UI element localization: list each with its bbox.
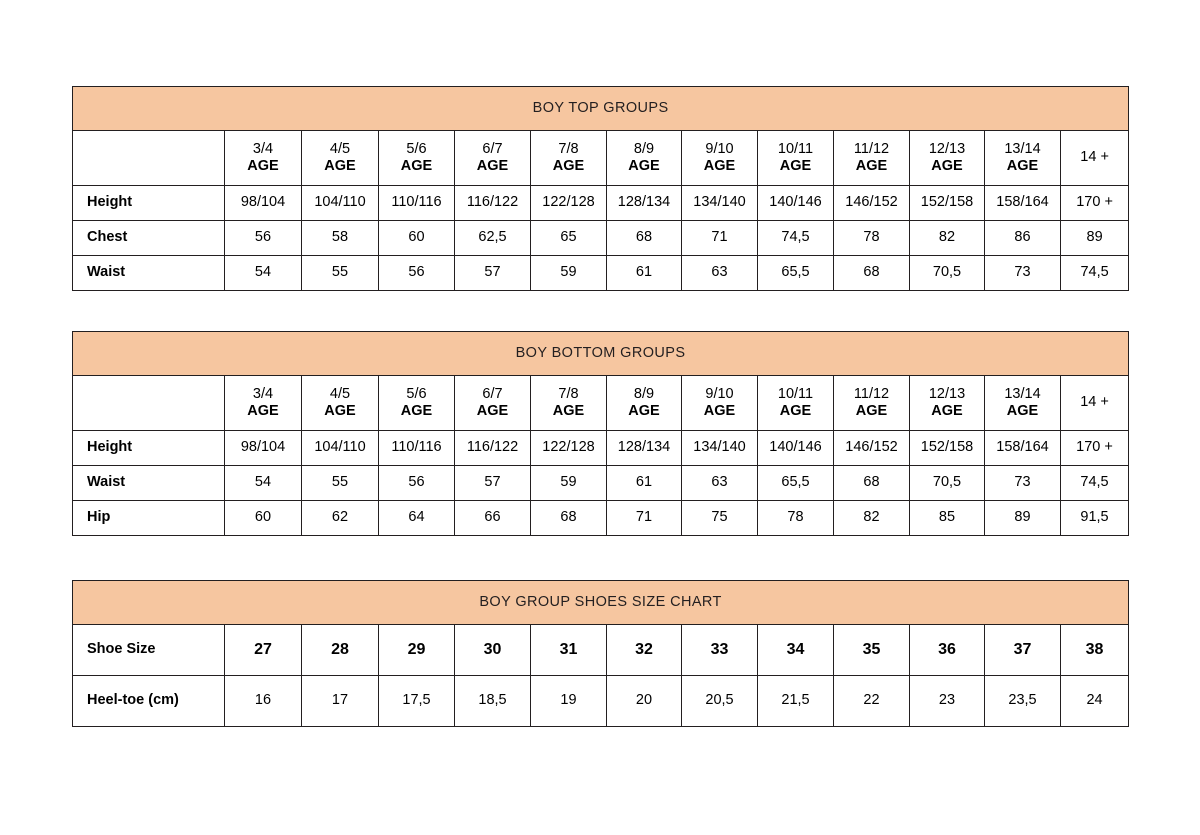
header-corner-cell xyxy=(73,131,225,186)
table-row xyxy=(73,431,1129,466)
column-header-sub: AGE xyxy=(779,158,812,174)
cell: 20,5 xyxy=(682,676,758,727)
cell: 55 xyxy=(302,466,379,501)
cell: 122/128 xyxy=(531,186,607,221)
cell: 65,5 xyxy=(758,466,834,501)
column-header-label: 13/14 xyxy=(1004,140,1041,157)
column-header xyxy=(455,131,531,186)
cell: 158/164 xyxy=(985,186,1061,221)
cell: 17,5 xyxy=(379,676,455,727)
cell: 57 xyxy=(455,256,531,291)
cell: 63 xyxy=(682,466,758,501)
column-header xyxy=(834,376,910,431)
cell: 54 xyxy=(225,466,302,501)
table-spacer xyxy=(72,291,1128,331)
cell: 65 xyxy=(531,221,607,256)
column-header-label: 10/11 xyxy=(777,140,814,157)
cell: 57 xyxy=(455,466,531,501)
column-header-label: 8/9 xyxy=(633,385,655,402)
cell: 33 xyxy=(682,625,758,676)
cell: 98/104 xyxy=(225,186,302,221)
row-label: Shoe Size xyxy=(73,625,225,676)
cell: 134/140 xyxy=(682,186,758,221)
cell: 146/152 xyxy=(834,186,910,221)
row-label: Heel-toe (cm) xyxy=(73,676,225,727)
column-header xyxy=(379,131,455,186)
column-header-sub: AGE xyxy=(779,403,812,419)
column-header-label: 7/8 xyxy=(558,385,579,402)
column-header xyxy=(607,376,682,431)
column-header xyxy=(225,376,302,431)
column-header-label: 7/8 xyxy=(558,140,579,157)
cell: 146/152 xyxy=(834,431,910,466)
row-label: Waist xyxy=(73,256,225,291)
cell: 56 xyxy=(379,466,455,501)
cell: 68 xyxy=(834,256,910,291)
cell: 85 xyxy=(910,501,985,536)
row-label: Height xyxy=(73,186,225,221)
cell: 60 xyxy=(225,501,302,536)
cell: 31 xyxy=(531,625,607,676)
cell: 35 xyxy=(834,625,910,676)
row-label: Chest xyxy=(73,221,225,256)
cell: 60 xyxy=(379,221,455,256)
column-header xyxy=(834,131,910,186)
cell: 58 xyxy=(302,221,379,256)
table-row xyxy=(73,501,1129,536)
cell: 122/128 xyxy=(531,431,607,466)
cell: 116/122 xyxy=(455,431,531,466)
column-header xyxy=(607,131,682,186)
table-row xyxy=(73,186,1129,221)
cell: 70,5 xyxy=(910,256,985,291)
column-header-sub: AGE xyxy=(855,158,888,174)
column-header-label: 3/4 xyxy=(252,385,274,402)
cell: 29 xyxy=(379,625,455,676)
cell: 64 xyxy=(379,501,455,536)
cell: 56 xyxy=(379,256,455,291)
column-header-label: 6/7 xyxy=(482,385,503,402)
cell: 68 xyxy=(834,466,910,501)
cell: 61 xyxy=(607,256,682,291)
cell: 89 xyxy=(1061,221,1129,256)
cell: 104/110 xyxy=(302,186,379,221)
cell: 89 xyxy=(985,501,1061,536)
table-row xyxy=(73,466,1129,501)
column-header-sub: AGE xyxy=(628,403,660,419)
column-header-sub: AGE xyxy=(400,403,433,419)
column-header-sub: AGE xyxy=(1006,158,1039,174)
cell: 82 xyxy=(834,501,910,536)
column-header-sub: AGE xyxy=(247,403,279,419)
column-header-sub: AGE xyxy=(1006,403,1039,419)
boy-shoes-size-chart-table xyxy=(72,580,1129,727)
column-header-last xyxy=(1061,131,1129,186)
cell: 78 xyxy=(758,501,834,536)
table-title-row xyxy=(73,332,1129,376)
cell: 73 xyxy=(985,466,1061,501)
cell: 38 xyxy=(1061,625,1129,676)
table-row xyxy=(73,676,1129,727)
cell: 71 xyxy=(682,221,758,256)
column-header-label: 11/12 xyxy=(853,140,890,157)
table-title: BOY BOTTOM GROUPS xyxy=(73,332,1129,376)
table-header-row xyxy=(73,131,1129,186)
table-row xyxy=(73,221,1129,256)
column-header xyxy=(531,376,607,431)
column-header-last xyxy=(1061,376,1129,431)
column-header-label: 8/9 xyxy=(633,140,655,157)
column-header-label: 9/10 xyxy=(705,385,734,402)
cell: 55 xyxy=(302,256,379,291)
cell: 61 xyxy=(607,466,682,501)
cell: 59 xyxy=(531,466,607,501)
table-title-row xyxy=(73,581,1129,625)
cell: 16 xyxy=(225,676,302,727)
column-header-sub: AGE xyxy=(931,158,963,174)
column-header-sub: AGE xyxy=(628,158,660,174)
cell: 68 xyxy=(531,501,607,536)
cell: 28 xyxy=(302,625,379,676)
column-header-label: 13/14 xyxy=(1004,385,1041,402)
column-header-sub: AGE xyxy=(247,158,279,174)
column-header-label: 10/11 xyxy=(777,385,814,402)
cell: 86 xyxy=(985,221,1061,256)
column-header-label: 14 + xyxy=(1080,394,1109,411)
column-header-sub: AGE xyxy=(400,158,433,174)
cell: 78 xyxy=(834,221,910,256)
cell: 74,5 xyxy=(758,221,834,256)
column-header xyxy=(302,376,379,431)
cell: 36 xyxy=(910,625,985,676)
cell: 68 xyxy=(607,221,682,256)
cell: 21,5 xyxy=(758,676,834,727)
cell: 91,5 xyxy=(1061,501,1129,536)
column-header xyxy=(531,131,607,186)
cell: 24 xyxy=(1061,676,1129,727)
column-header xyxy=(758,376,834,431)
cell: 20 xyxy=(607,676,682,727)
cell: 152/158 xyxy=(910,186,985,221)
column-header xyxy=(682,376,758,431)
cell: 140/146 xyxy=(758,186,834,221)
table-row xyxy=(73,625,1129,676)
column-header-label: 5/6 xyxy=(406,385,427,402)
cell: 19 xyxy=(531,676,607,727)
column-header xyxy=(302,131,379,186)
cell: 74,5 xyxy=(1061,256,1129,291)
cell: 170 + xyxy=(1061,431,1129,466)
cell: 56 xyxy=(225,221,302,256)
column-header-sub: AGE xyxy=(476,403,509,419)
column-header-sub: AGE xyxy=(552,158,585,174)
row-label: Waist xyxy=(73,466,225,501)
cell: 30 xyxy=(455,625,531,676)
header-corner-cell xyxy=(73,376,225,431)
row-label: Hip xyxy=(73,501,225,536)
cell: 134/140 xyxy=(682,431,758,466)
table-header-row xyxy=(73,376,1129,431)
table-title: BOY GROUP SHOES SIZE CHART xyxy=(73,581,1129,625)
cell: 128/134 xyxy=(607,431,682,466)
cell: 158/164 xyxy=(985,431,1061,466)
column-header-label: 11/12 xyxy=(853,385,890,402)
cell: 71 xyxy=(607,501,682,536)
cell: 37 xyxy=(985,625,1061,676)
column-header-sub: AGE xyxy=(552,403,585,419)
column-header-label: 14 + xyxy=(1080,149,1109,166)
column-header xyxy=(225,131,302,186)
table-title-row xyxy=(73,87,1129,131)
column-header-label: 5/6 xyxy=(406,140,427,157)
cell: 27 xyxy=(225,625,302,676)
cell: 17 xyxy=(302,676,379,727)
cell: 22 xyxy=(834,676,910,727)
column-header-sub: AGE xyxy=(855,403,888,419)
cell: 32 xyxy=(607,625,682,676)
row-label: Height xyxy=(73,431,225,466)
column-header xyxy=(985,376,1061,431)
table-spacer xyxy=(72,536,1128,580)
column-header-label: 12/13 xyxy=(928,140,966,157)
column-header-label: 4/5 xyxy=(329,385,351,402)
cell: 110/116 xyxy=(379,186,455,221)
cell: 62,5 xyxy=(455,221,531,256)
cell: 128/134 xyxy=(607,186,682,221)
cell: 73 xyxy=(985,256,1061,291)
column-header xyxy=(910,376,985,431)
cell: 65,5 xyxy=(758,256,834,291)
column-header xyxy=(910,131,985,186)
column-header-sub: AGE xyxy=(703,158,736,174)
column-header-label: 6/7 xyxy=(482,140,503,157)
cell: 140/146 xyxy=(758,431,834,466)
column-header xyxy=(682,131,758,186)
cell: 82 xyxy=(910,221,985,256)
cell: 110/116 xyxy=(379,431,455,466)
cell: 75 xyxy=(682,501,758,536)
cell: 70,5 xyxy=(910,466,985,501)
table-title: BOY TOP GROUPS xyxy=(73,87,1129,131)
cell: 152/158 xyxy=(910,431,985,466)
column-header xyxy=(455,376,531,431)
cell: 98/104 xyxy=(225,431,302,466)
cell: 34 xyxy=(758,625,834,676)
column-header xyxy=(985,131,1061,186)
boy-bottom-groups-table xyxy=(72,331,1129,536)
cell: 62 xyxy=(302,501,379,536)
table-row xyxy=(73,256,1129,291)
cell: 66 xyxy=(455,501,531,536)
cell: 63 xyxy=(682,256,758,291)
cell: 59 xyxy=(531,256,607,291)
column-header-sub: AGE xyxy=(324,158,356,174)
cell: 74,5 xyxy=(1061,466,1129,501)
boy-top-groups-table xyxy=(72,86,1129,291)
column-header-label: 3/4 xyxy=(252,140,274,157)
column-header-label: 4/5 xyxy=(329,140,351,157)
column-header-label: 9/10 xyxy=(705,140,734,157)
column-header xyxy=(758,131,834,186)
cell: 116/122 xyxy=(455,186,531,221)
cell: 18,5 xyxy=(455,676,531,727)
column-header xyxy=(379,376,455,431)
cell: 23 xyxy=(910,676,985,727)
column-header-sub: AGE xyxy=(703,403,736,419)
column-header-sub: AGE xyxy=(931,403,963,419)
column-header-sub: AGE xyxy=(476,158,509,174)
cell: 23,5 xyxy=(985,676,1061,727)
cell: 54 xyxy=(225,256,302,291)
cell: 104/110 xyxy=(302,431,379,466)
column-header-label: 12/13 xyxy=(928,385,966,402)
column-header-sub: AGE xyxy=(324,403,356,419)
cell: 170 + xyxy=(1061,186,1129,221)
